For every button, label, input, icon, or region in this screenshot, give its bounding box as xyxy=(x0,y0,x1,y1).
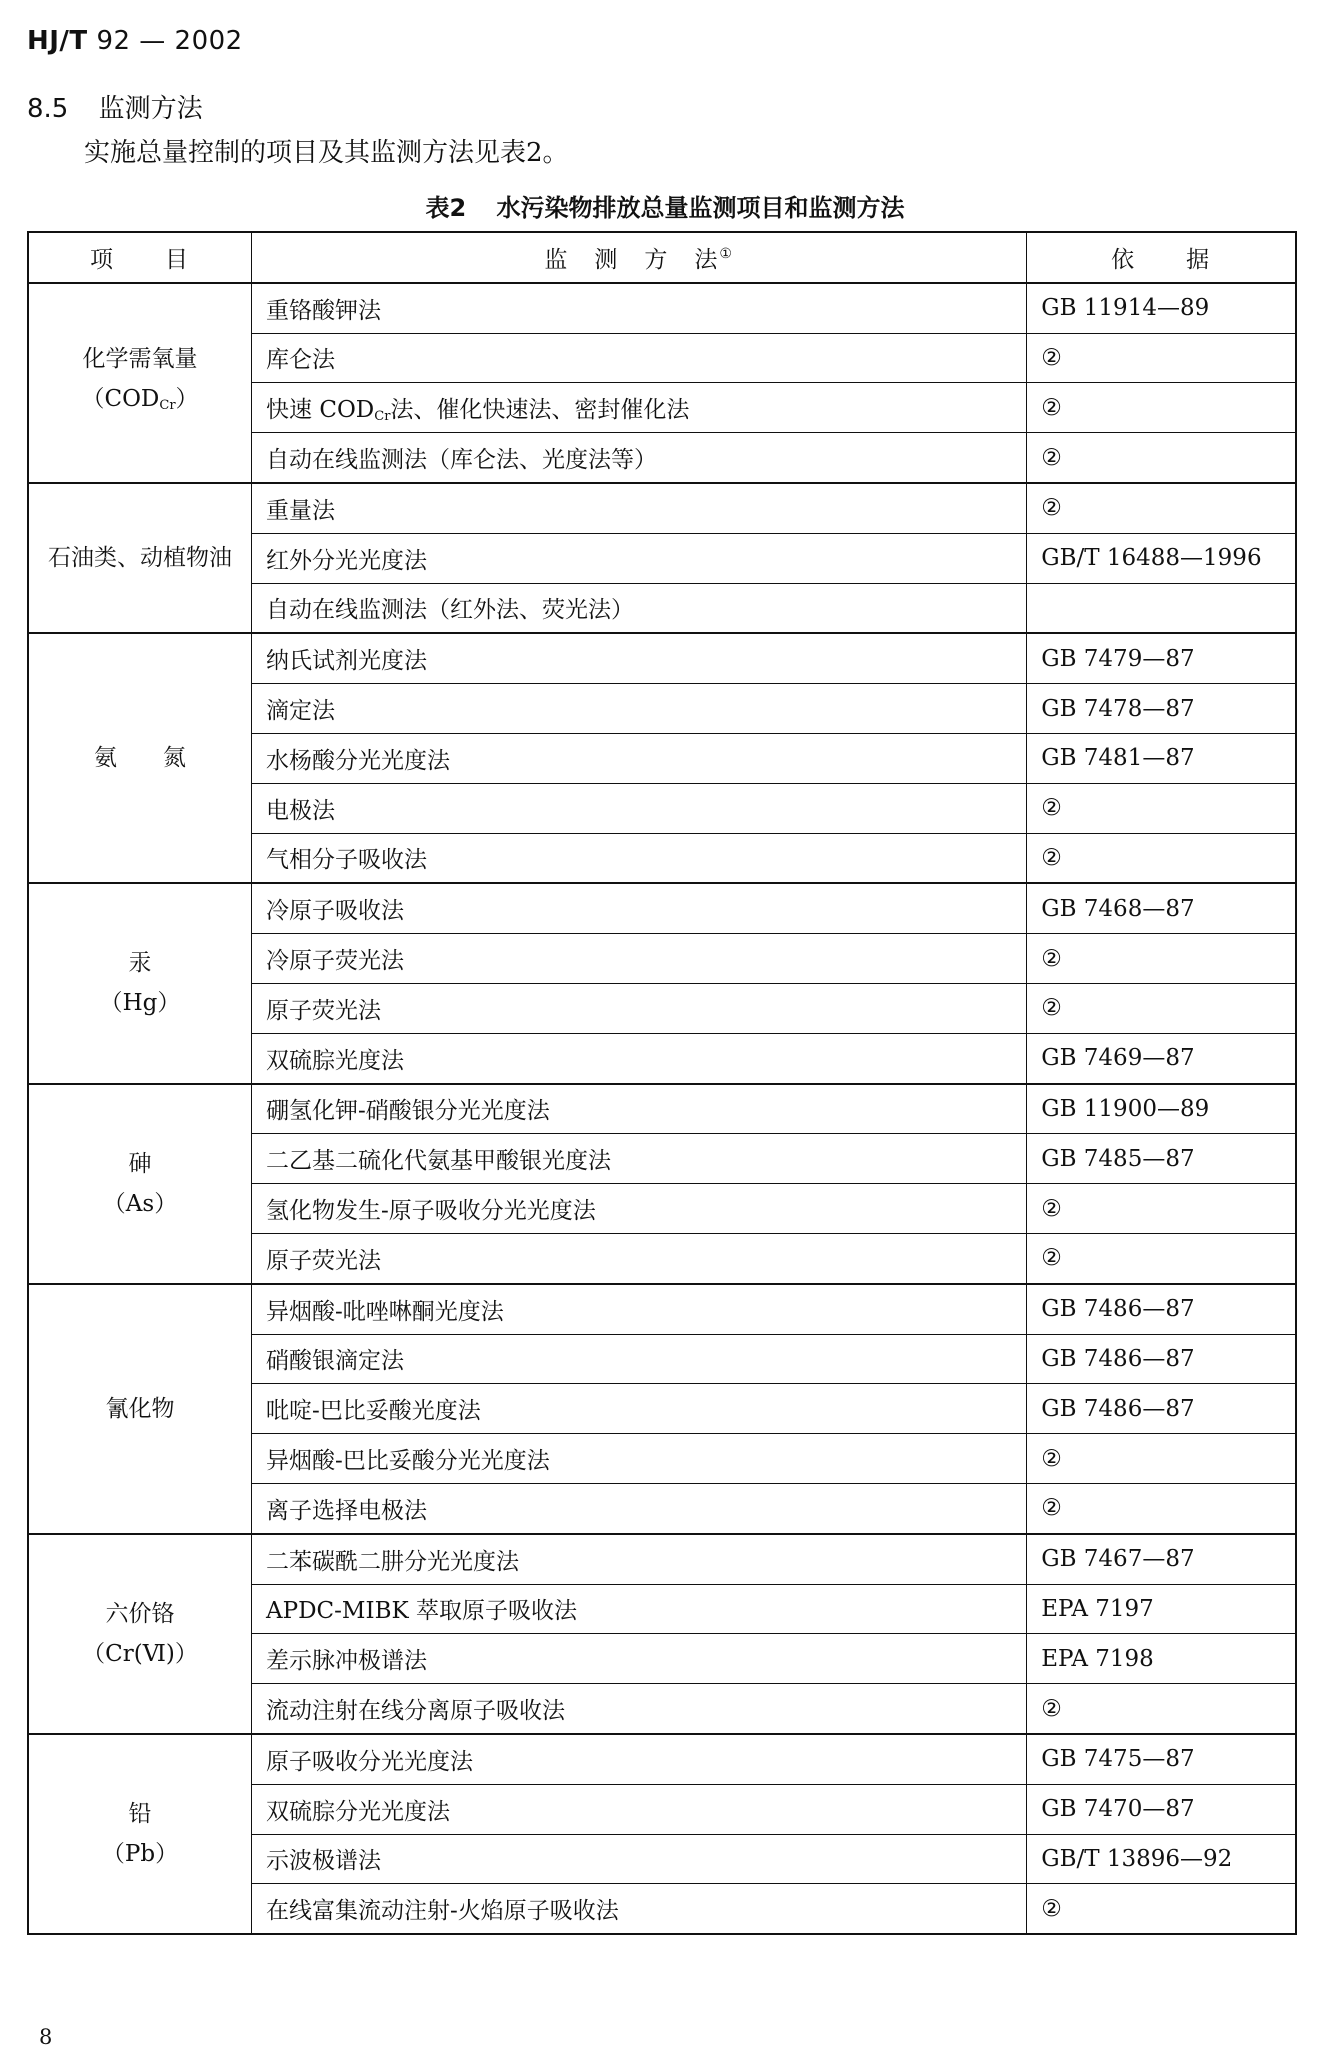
item-symbol-suffix: ） xyxy=(175,386,199,413)
basis-cell: GB 7478—87 xyxy=(1027,684,1296,734)
method-cell: 气相分子吸收法 xyxy=(252,833,1027,883)
item-cell xyxy=(28,1534,252,1734)
basis-cell: GB 7475—87 xyxy=(1027,1734,1296,1784)
method-cell: 重铬酸钾法 xyxy=(252,283,1027,333)
method-cell: 冷原子荧光法 xyxy=(252,934,1027,984)
basis-cell: ② xyxy=(1027,983,1296,1033)
method-cell: 二乙基二硫化代氨基甲酸银光度法 xyxy=(252,1134,1027,1184)
item-cell xyxy=(28,283,252,483)
header-method xyxy=(252,232,1027,283)
method-cell: 硼氢化钾-硝酸银分光光度法 xyxy=(252,1084,1027,1134)
standard-code-prefix: HJ/T xyxy=(27,26,88,56)
monitoring-methods-table xyxy=(27,231,1297,1935)
standard-code-header xyxy=(27,26,243,56)
basis-cell: EPA 7198 xyxy=(1027,1634,1296,1684)
method-cell: 冷原子吸收法 xyxy=(252,883,1027,933)
item-symbol: （Cr(Ⅵ)） xyxy=(82,1640,198,1667)
method-cell: 吡啶-巴比妥酸光度法 xyxy=(252,1384,1027,1434)
basis-cell: GB 7479—87 xyxy=(1027,633,1296,683)
table-row xyxy=(28,1284,1296,1334)
item-cell xyxy=(28,1284,252,1534)
table-caption-title: 水污染物排放总量监测项目和监测方法 xyxy=(496,194,905,222)
method-cell: 双硫腙光度法 xyxy=(252,1033,1027,1083)
item-symbol-prefix: （COD xyxy=(81,386,160,413)
method-cell: 硝酸银滴定法 xyxy=(252,1334,1027,1384)
table-row xyxy=(28,1734,1296,1784)
header-method-label: 监 测 方 法 xyxy=(544,246,720,273)
basis-cell: GB 7486—87 xyxy=(1027,1384,1296,1434)
method-cell: 离子选择电极法 xyxy=(252,1483,1027,1533)
item-name: 六价铬 xyxy=(105,1600,175,1627)
basis-cell: GB 7469—87 xyxy=(1027,1033,1296,1083)
basis-cell: ② xyxy=(1027,383,1296,433)
method-cell: 异烟酸-巴比妥酸分光光度法 xyxy=(252,1434,1027,1484)
method-cell: 流动注射在线分离原子吸收法 xyxy=(252,1684,1027,1734)
basis-cell: GB 7486—87 xyxy=(1027,1284,1296,1334)
basis-cell: ② xyxy=(1027,1884,1296,1934)
item-cell xyxy=(28,483,252,633)
method-cell: 二苯碳酰二肼分光光度法 xyxy=(252,1534,1027,1584)
basis-cell: EPA 7197 xyxy=(1027,1584,1296,1634)
item-symbol xyxy=(29,379,251,426)
page-number: 8 xyxy=(39,2025,53,2049)
item-name: 化学需氧量 xyxy=(82,346,198,373)
item-symbol: （Hg） xyxy=(99,990,181,1017)
basis-cell: GB 7481—87 xyxy=(1027,733,1296,783)
method-cell: 自动在线监测法（库仑法、光度法等） xyxy=(252,433,1027,483)
basis-cell: ② xyxy=(1027,1434,1296,1484)
item-cell xyxy=(28,633,252,883)
method-subscript: Cr xyxy=(374,409,391,425)
basis-cell: ② xyxy=(1027,483,1296,533)
table-row xyxy=(28,1084,1296,1134)
basis-cell xyxy=(1027,583,1296,633)
table-row xyxy=(28,883,1296,933)
method-cell: 原子荧光法 xyxy=(252,983,1027,1033)
basis-cell: GB 11914—89 xyxy=(1027,283,1296,333)
section-heading xyxy=(27,88,203,125)
method-cell: 差示脉冲极谱法 xyxy=(252,1634,1027,1684)
item-name: 汞 xyxy=(128,950,152,977)
basis-cell: GB 7470—87 xyxy=(1027,1784,1296,1834)
item-name: 砷 xyxy=(128,1150,152,1177)
table-row xyxy=(28,1534,1296,1584)
basis-cell: ② xyxy=(1027,333,1296,383)
method-cell: 氢化物发生-原子吸收分光光度法 xyxy=(252,1184,1027,1234)
method-cell: 原子荧光法 xyxy=(252,1233,1027,1283)
item-name: 氨 氮 xyxy=(94,745,187,772)
basis-cell: ② xyxy=(1027,1684,1296,1734)
method-cell: 原子吸收分光光度法 xyxy=(252,1734,1027,1784)
basis-cell: ② xyxy=(1027,1184,1296,1234)
basis-cell: GB/T 13896—92 xyxy=(1027,1834,1296,1884)
intro-paragraph: 实施总量控制的项目及其监测方法见表2。 xyxy=(84,138,569,168)
table-caption xyxy=(0,188,1330,223)
item-name: 氰化物 xyxy=(105,1395,175,1422)
table-row xyxy=(28,283,1296,333)
basis-cell: GB 7485—87 xyxy=(1027,1134,1296,1184)
method-cell: APDC-MIBK 萃取原子吸收法 xyxy=(252,1584,1027,1634)
item-symbol: （Pb） xyxy=(101,1841,179,1867)
method-cell: 异烟酸-吡唑啉酮光度法 xyxy=(252,1284,1027,1334)
method-cell: 水杨酸分光光度法 xyxy=(252,733,1027,783)
item-symbol-subscript: Cr xyxy=(159,398,176,414)
basis-cell: GB 7486—87 xyxy=(1027,1334,1296,1384)
basis-cell: ② xyxy=(1027,833,1296,883)
table-caption-label: 表2 xyxy=(425,194,467,222)
table-row xyxy=(28,633,1296,683)
item-symbol: （As） xyxy=(102,1190,178,1217)
basis-cell: GB 7467—87 xyxy=(1027,1534,1296,1584)
method-cell: 示波极谱法 xyxy=(252,1834,1027,1884)
method-suffix: 法、催化快速法、密封催化法 xyxy=(390,397,690,424)
basis-cell: ② xyxy=(1027,783,1296,833)
table-header-row xyxy=(28,232,1296,283)
method-cell: 电极法 xyxy=(252,783,1027,833)
method-cell: 滴定法 xyxy=(252,684,1027,734)
method-prefix: 快速 COD xyxy=(266,397,375,424)
method-cell: 红外分光光度法 xyxy=(252,533,1027,583)
standard-code-number: 92 — 2002 xyxy=(96,26,243,56)
basis-cell: ② xyxy=(1027,433,1296,483)
basis-cell: GB 7468—87 xyxy=(1027,883,1296,933)
basis-cell: ② xyxy=(1027,1483,1296,1533)
method-cell: 重量法 xyxy=(252,483,1027,533)
table-body xyxy=(28,283,1296,1934)
item-cell xyxy=(28,1734,252,1934)
method-cell: 纳氏试剂光度法 xyxy=(252,633,1027,683)
header-basis: 依 据 xyxy=(1027,232,1296,283)
method-cell: 库仑法 xyxy=(252,333,1027,383)
header-item: 项 目 xyxy=(28,232,252,283)
basis-cell: GB/T 16488—1996 xyxy=(1027,533,1296,583)
section-number: 8.5 xyxy=(27,94,69,124)
table-row xyxy=(28,483,1296,533)
header-method-footnote: ① xyxy=(719,245,734,262)
method-cell: 自动在线监测法（红外法、荧光法） xyxy=(252,583,1027,633)
item-name: 石油类、动植物油 xyxy=(48,545,233,572)
item-name: 铅 xyxy=(128,1801,152,1827)
method-cell: 在线富集流动注射-火焰原子吸收法 xyxy=(252,1884,1027,1934)
item-cell xyxy=(28,1084,252,1284)
method-cell xyxy=(252,383,1027,433)
basis-cell: ② xyxy=(1027,1233,1296,1283)
section-title: 监测方法 xyxy=(98,94,203,124)
method-cell: 双硫腙分光光度法 xyxy=(252,1784,1027,1834)
basis-cell: ② xyxy=(1027,934,1296,984)
basis-cell: GB 11900—89 xyxy=(1027,1084,1296,1134)
item-cell xyxy=(28,883,252,1083)
